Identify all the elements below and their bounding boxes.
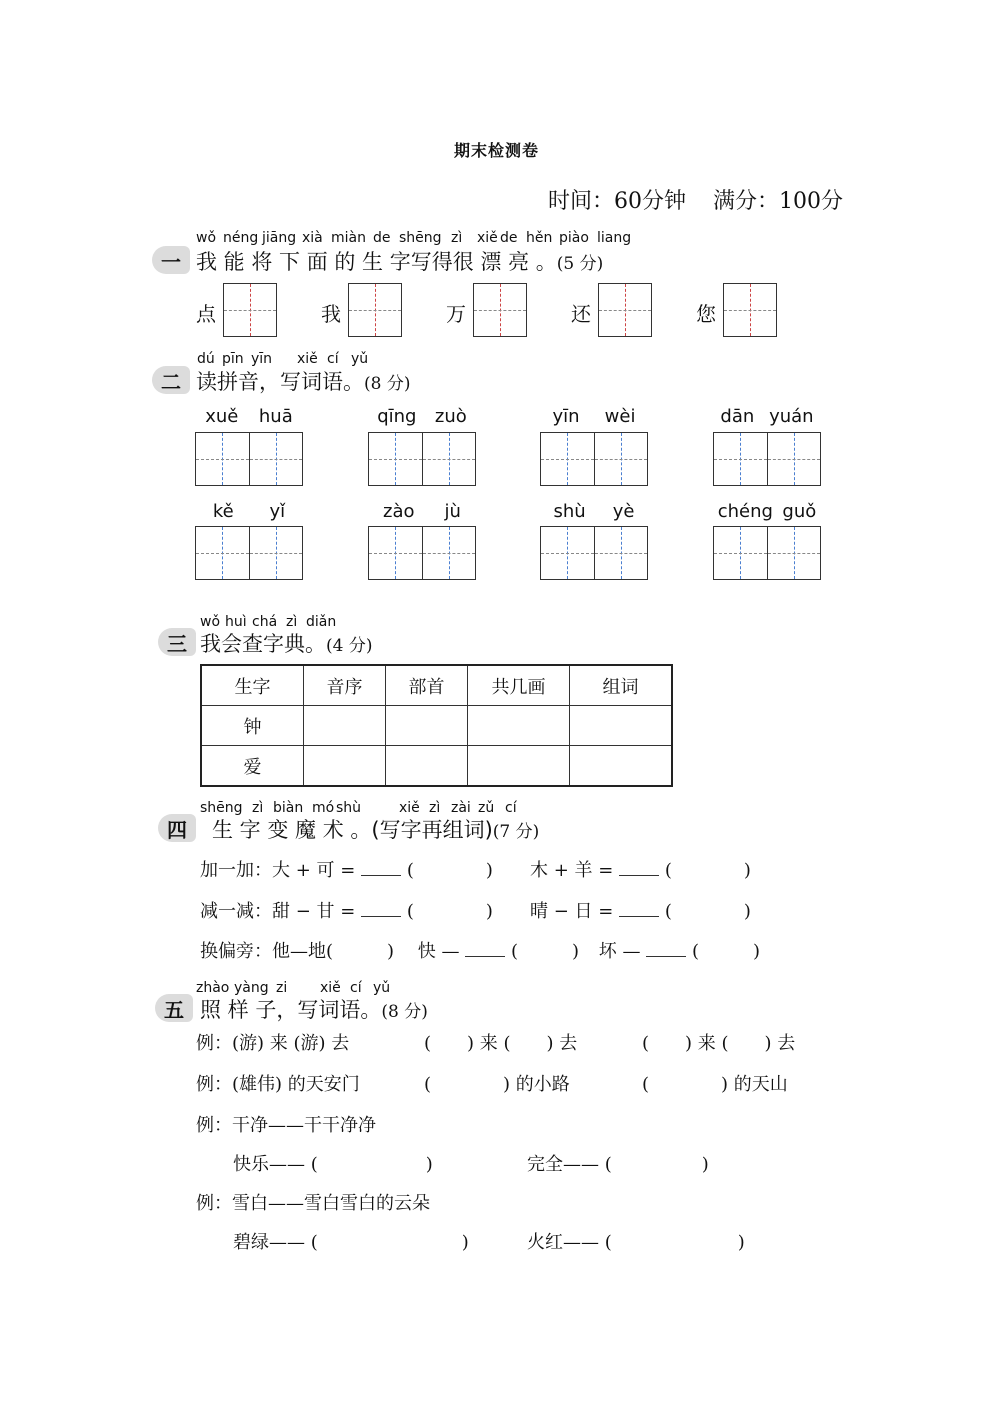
pinyin: zi bbox=[276, 980, 288, 996]
pinyin: pīn bbox=[222, 351, 244, 367]
s5-heading-text: 照 样 子，写词语。 bbox=[200, 998, 382, 1022]
table-row bbox=[201, 706, 672, 746]
answer-blank[interactable] bbox=[619, 857, 659, 876]
word-pinyin: kě yǐ bbox=[212, 501, 286, 522]
pinyin: piào bbox=[559, 230, 589, 246]
answer-cell[interactable] bbox=[468, 706, 570, 746]
pinyin: miàn bbox=[331, 230, 366, 246]
pinyin: xiě bbox=[320, 980, 341, 996]
answer-cell[interactable] bbox=[570, 746, 673, 787]
word-pinyin: shù yè bbox=[553, 501, 635, 522]
word-grid[interactable] bbox=[195, 432, 303, 486]
s5-example1: 例：(游) 来 (游) 去 bbox=[196, 1033, 350, 1054]
s1-char: 我 bbox=[321, 302, 341, 326]
full-score: 满分：100分 bbox=[713, 189, 843, 214]
writing-grid[interactable] bbox=[473, 283, 527, 337]
pinyin: xiě bbox=[399, 800, 420, 816]
s4-heading-text: 生 字 变 魔 术 。(写字再组词) bbox=[212, 818, 493, 842]
s4-line1a: 加一加：大 + 可 = ( ) bbox=[200, 856, 493, 882]
pinyin: jiāng bbox=[262, 230, 297, 246]
section-badge-5: 五 bbox=[155, 994, 193, 1022]
word-pinyin: chéng guǒ bbox=[717, 501, 817, 522]
pinyin: liang bbox=[597, 230, 632, 246]
writing-grid[interactable] bbox=[223, 283, 277, 337]
answer-cell[interactable] bbox=[386, 746, 468, 787]
table-header: 组词 bbox=[570, 665, 673, 706]
word-grid[interactable] bbox=[540, 432, 648, 486]
pinyin: cí bbox=[327, 351, 339, 367]
word-pinyin: dān yuán bbox=[720, 406, 814, 427]
table-header: 音序 bbox=[304, 665, 386, 706]
answer-blank[interactable] bbox=[465, 938, 505, 957]
pinyin: shēng bbox=[200, 800, 243, 816]
s5-example3: 例：干净——干干净净 bbox=[196, 1115, 376, 1136]
exam-meta bbox=[528, 184, 843, 215]
pinyin: de bbox=[500, 230, 518, 246]
s1-heading bbox=[196, 246, 603, 276]
s1-char: 万 bbox=[446, 302, 466, 326]
s5-q-huohong: 火红—— ( ) bbox=[527, 1232, 745, 1253]
s1-char: 您 bbox=[696, 302, 716, 326]
s5-answer3[interactable]: ( ) 的小路 bbox=[424, 1074, 570, 1095]
word-pinyin: qīng zuò bbox=[377, 406, 467, 427]
pinyin: zài bbox=[451, 800, 471, 816]
pinyin: wǒ bbox=[196, 230, 217, 246]
answer-blank[interactable] bbox=[646, 938, 686, 957]
pinyin: cí bbox=[505, 800, 517, 816]
s2-points: (8 分) bbox=[364, 374, 411, 394]
word-grid[interactable] bbox=[368, 526, 476, 580]
answer-paren[interactable]: ( ) bbox=[406, 901, 493, 922]
s2-heading bbox=[196, 366, 410, 396]
answer-paren[interactable]: ( ) bbox=[604, 1232, 745, 1253]
s1-heading-text: 我 能 将 下 面 的 生 字写得很 漂 亮 。 bbox=[196, 250, 557, 274]
pinyin: yǔ bbox=[373, 980, 391, 996]
writing-grid[interactable] bbox=[348, 283, 402, 337]
s5-q-wanquan: 完全—— ( ) bbox=[527, 1154, 709, 1175]
writing-grid[interactable] bbox=[598, 283, 652, 337]
s1-points: (5 分) bbox=[556, 254, 604, 274]
s5-points: (8 分) bbox=[381, 1002, 428, 1022]
answer-paren[interactable]: ( ) bbox=[691, 941, 761, 962]
s5-example2: 例：(雄伟) 的天安门 bbox=[196, 1074, 360, 1095]
pinyin: chá bbox=[252, 614, 278, 630]
word-pinyin: zào jù bbox=[383, 501, 461, 522]
answer-paren[interactable]: ( ) bbox=[406, 860, 493, 881]
section-badge-1: 一 bbox=[152, 246, 190, 274]
answer-paren[interactable]: ( ) bbox=[511, 941, 580, 962]
page-title: 期末检测卷 bbox=[453, 141, 539, 160]
s4-heading bbox=[212, 814, 539, 844]
s4-points: (7 分) bbox=[492, 822, 540, 842]
answer-paren[interactable]: ) bbox=[333, 941, 395, 962]
pinyin: yīn bbox=[251, 351, 273, 367]
answer-cell[interactable] bbox=[570, 706, 673, 746]
s3-heading-text: 我会查字典。 bbox=[200, 632, 326, 656]
s5-answer1[interactable]: ( ) 来 ( ) 去 bbox=[424, 1033, 578, 1054]
pinyin: zǔ bbox=[478, 800, 495, 816]
pinyin: huì bbox=[225, 614, 247, 630]
word-pinyin: yīn wèi bbox=[552, 406, 636, 427]
word-grid[interactable] bbox=[368, 432, 476, 486]
s3-heading bbox=[200, 628, 372, 658]
answer-paren[interactable]: ( ) bbox=[310, 1154, 433, 1175]
pinyin: yàng bbox=[234, 980, 269, 996]
s2-heading-text: 读拼音，写词语。 bbox=[196, 370, 364, 394]
table-header: 共几画 bbox=[468, 665, 570, 706]
word-grid[interactable] bbox=[713, 526, 821, 580]
pinyin: zì bbox=[451, 230, 463, 246]
pinyin: diǎn bbox=[306, 614, 337, 630]
pinyin: xià bbox=[302, 230, 323, 246]
answer-paren[interactable]: ( ) bbox=[664, 901, 751, 922]
pinyin: zì bbox=[286, 614, 298, 630]
row-char: 钟 bbox=[201, 706, 304, 746]
word-pinyin: xuě huā bbox=[205, 406, 293, 427]
answer-cell[interactable] bbox=[468, 746, 570, 787]
s5-example4: 例：雪白——雪白雪白的云朵 bbox=[196, 1193, 430, 1214]
pinyin: cí bbox=[350, 980, 362, 996]
dictionary-table bbox=[200, 664, 673, 787]
word-grid[interactable] bbox=[195, 526, 303, 580]
s4-line1b: 木 + 羊 = ( ) bbox=[530, 856, 751, 882]
pinyin: yǔ bbox=[351, 351, 369, 367]
s4-line2b: 晴 − 日 = ( ) bbox=[530, 897, 751, 923]
pinyin: de bbox=[373, 230, 391, 246]
answer-blank[interactable] bbox=[361, 898, 401, 917]
answer-blank[interactable] bbox=[361, 857, 401, 876]
table-row bbox=[201, 746, 672, 787]
pinyin: zì bbox=[429, 800, 441, 816]
answer-paren[interactable]: ( ) bbox=[664, 860, 751, 881]
s4-line3: 换偏旁：他—地( ) 快 — ( ) 坏 — ( ) bbox=[200, 937, 760, 963]
pinyin: hěn bbox=[526, 230, 553, 246]
word-grid[interactable] bbox=[540, 526, 648, 580]
section-badge-2: 二 bbox=[152, 366, 190, 394]
pinyin: wǒ bbox=[200, 614, 221, 630]
time-limit: 时间：60分钟 bbox=[548, 189, 686, 214]
answer-cell[interactable] bbox=[304, 706, 386, 746]
table-header: 生字 bbox=[201, 665, 304, 706]
s5-q-bilu: 碧绿—— ( ) bbox=[233, 1232, 469, 1253]
s5-heading bbox=[200, 994, 428, 1024]
s1-char: 还 bbox=[571, 302, 591, 326]
answer-blank[interactable] bbox=[619, 898, 659, 917]
answer-cell[interactable] bbox=[304, 746, 386, 787]
pinyin: dú bbox=[197, 351, 215, 367]
answer-paren[interactable]: ( ) bbox=[310, 1232, 469, 1253]
s1-char: 点 bbox=[196, 302, 216, 326]
pinyin: mó bbox=[312, 800, 335, 816]
pinyin: zhào bbox=[196, 980, 230, 996]
s4-line2a: 减一减：甜 − 甘 = ( ) bbox=[200, 897, 493, 923]
section-badge-4: 四 bbox=[158, 814, 196, 842]
writing-grid[interactable] bbox=[723, 283, 777, 337]
table-header: 部首 bbox=[386, 665, 468, 706]
answer-cell[interactable] bbox=[386, 706, 468, 746]
pinyin: zì bbox=[252, 800, 264, 816]
pinyin: shù bbox=[336, 800, 362, 816]
s5-answer4[interactable]: ( ) 的天山 bbox=[642, 1074, 788, 1095]
pinyin: xiě bbox=[297, 351, 318, 367]
word-grid[interactable] bbox=[713, 432, 821, 486]
s3-points: (4 分) bbox=[326, 636, 373, 656]
answer-paren[interactable]: ( ) bbox=[604, 1154, 709, 1175]
pinyin: shēng bbox=[399, 230, 442, 246]
row-char: 爱 bbox=[201, 746, 304, 787]
s5-answer2[interactable]: ( ) 来 ( ) 去 bbox=[642, 1033, 796, 1054]
section-badge-3: 三 bbox=[158, 628, 196, 656]
pinyin: néng bbox=[223, 230, 259, 246]
pinyin: biàn bbox=[273, 800, 304, 816]
pinyin: xiě bbox=[477, 230, 498, 246]
s5-q-kuaile: 快乐—— ( ) bbox=[233, 1154, 433, 1175]
